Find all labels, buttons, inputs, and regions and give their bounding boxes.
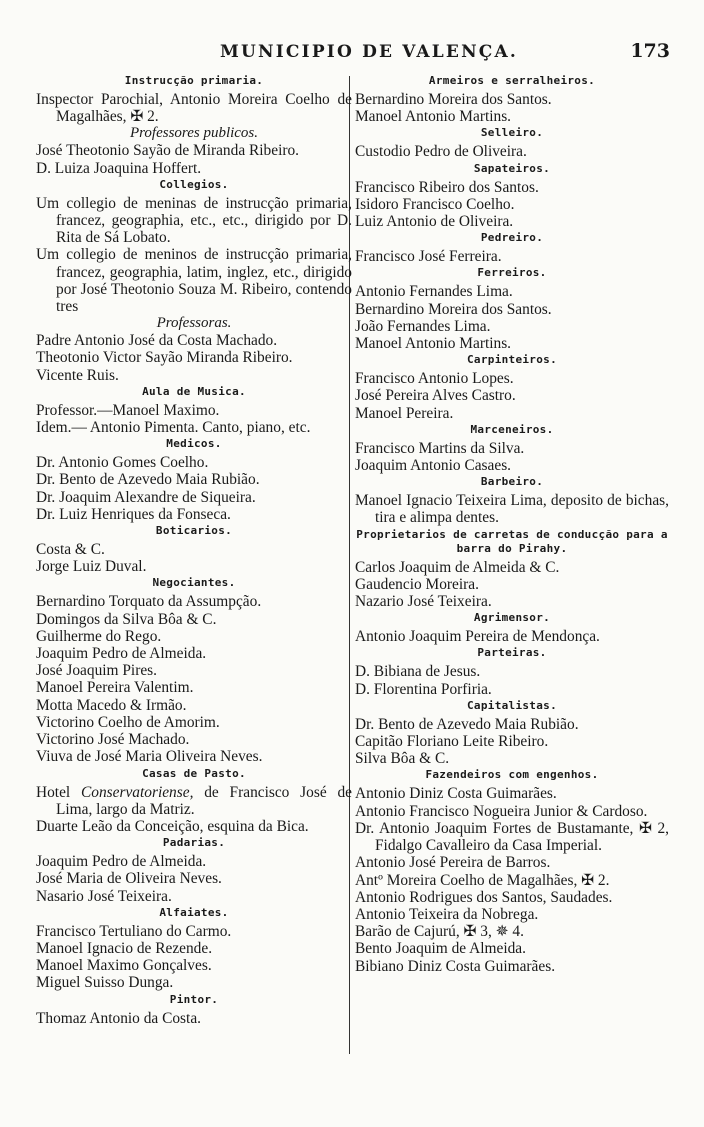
list-item: Bernardino Torquato da Assumpção. (36, 593, 262, 611)
list-item: Antonio José Pereira de Barros. (355, 854, 551, 872)
list-item: Idem.— Antonio Pimenta. Canto, piano, etc. (36, 419, 311, 437)
section-heading-carpinteiros: Carpinteiros. (467, 353, 557, 367)
list-item: D. Florentina Porfiria. (355, 680, 492, 698)
list-item: Antonio Rodrigues dos Santos, Saudades. (355, 888, 613, 906)
list-item: Guilherme do Rego. (36, 627, 162, 645)
section-heading-parteiras: Parteiras. (477, 646, 547, 660)
list-item: José Joaquim Pires. (36, 662, 157, 680)
hotel-suffix: de Francisco José de Lima, largo da Matriz. (56, 783, 352, 818)
running-title: MUNICIPIO DE VALENÇA. (220, 42, 519, 62)
list-item: Um collegio de meninas de instrucção primaria, francez, geographia, etc., etc., dirigido por D. Rita de Sá Lobato. (36, 194, 352, 247)
section-heading-negociantes: Negociantes. (152, 576, 236, 590)
list-item: José Theotonio Sayão de Miranda Ribeiro. (36, 142, 300, 160)
list-item: Silva Bôa & C. (355, 750, 450, 768)
list-item: Bibiano Diniz Costa Guimarães. (355, 957, 556, 975)
section-heading-alfaiates: Alfaiates. (159, 905, 229, 919)
list-item: Francisco José Ferreira. (355, 248, 502, 266)
subheading-professoras: Professoras. (156, 315, 232, 332)
list-item: Joaquim Pedro de Almeida. (36, 853, 207, 871)
section-heading-ferreiros: Ferreiros. (477, 266, 547, 280)
page-number: 173 (630, 40, 670, 62)
section-heading-boticarios: Boticarios. (155, 524, 233, 538)
list-item: Manoel Antonio Martins. (355, 108, 512, 126)
list-item: João Fernandes Lima. (355, 317, 491, 335)
hotel-name: Conservatoriense, (81, 783, 194, 801)
section-heading-pintor: Pintor. (169, 992, 219, 1006)
list-item: Domingos da Silva Bôa & C. (36, 610, 217, 628)
list-item: Francisco Martins da Silva. (355, 439, 525, 457)
hotel-prefix: Hotel (36, 783, 81, 801)
left-column (36, 73, 352, 1027)
list-item: Antonio Fernandes Lima. (355, 283, 513, 301)
section-heading-marceneiros: Marceneiros. (470, 422, 554, 436)
section-heading-barbeiro: Barbeiro. (480, 475, 544, 489)
section-heading-agrimensor: Agrimensor. (473, 611, 551, 625)
list-item: Joaquim Antonio Casaes. (355, 457, 512, 475)
list-item: Costa & C. (36, 541, 105, 559)
list-item: Joaquim Pedro de Almeida. (36, 645, 207, 663)
list-item: Custodio Pedro de Oliveira. (355, 143, 527, 161)
list-item: Francisco Antonio Lopes. (355, 370, 514, 388)
list-item: Viuva de José Maria Oliveira Neves. (36, 748, 263, 766)
list-item (36, 784, 352, 818)
list-item: Miguel Suisso Dunga. (36, 974, 174, 992)
list-item: Carlos Joaquim de Almeida & C. (355, 558, 560, 576)
list-item: José Maria de Oliveira Neves. (36, 870, 222, 888)
list-item: Manoel Pereira Valentim. (36, 679, 194, 697)
list-item: Gaudencio Moreira. (355, 575, 479, 593)
right-column (355, 73, 669, 975)
list-item: Manoel Ignacio de Rezende. (36, 939, 213, 957)
list-item: Antonio Francisco Nogueira Junior & Cardoso. (355, 802, 648, 820)
list-item: Nazario José Teixeira. (355, 593, 492, 611)
list-item: Antonio Teixeira da Nobrega. (355, 905, 539, 923)
section-heading-armeiros: Armeiros e serralheiros. (428, 74, 596, 87)
section-heading-collegios: Collegios. (159, 177, 229, 191)
list-item: Antº Moreira Coelho de Magalhães, ✠ 2. (355, 871, 610, 889)
list-item: Nasario José Teixeira. (36, 887, 172, 905)
list-item: Francisco Ribeiro dos Santos. (355, 178, 539, 196)
list-item: José Pereira Alves Castro. (355, 387, 516, 405)
list-item: Dr. Bento de Azevedo Maia Rubião. (36, 471, 260, 489)
section-heading-pedreiro: Pedreiro. (480, 231, 544, 245)
list-item: Antonio Diniz Costa Guimarães. (355, 785, 557, 803)
list-item: Duarte Leão da Conceição, esquina da Bica. (36, 817, 309, 835)
list-item: Barão de Cajurú, ✠ 3, ✵ 4. (355, 923, 524, 941)
list-item: Bernardino Moreira dos Santos. (355, 300, 552, 318)
list-item: Um collegio de meninos de instrucção primaria, francez, geographia, latim, inglez, etc., dirigido por José Theotonio Souza M. Ribeiro, contendo tres (36, 246, 352, 316)
section-heading-carretas: Proprietarios de carretas de conducção para a barra do Pirahy. (356, 527, 668, 555)
list-item: Thomaz Antonio da Costa. (36, 1009, 201, 1027)
list-item: Dr. Luiz Henriques da Fonseca. (36, 505, 231, 523)
section-heading-fazendeiros: Fazendeiros com engenhos. (425, 768, 599, 782)
list-item: Manoel Pereira. (355, 404, 454, 422)
list-item: Bernardino Moreira dos Santos. (355, 91, 552, 108)
list-item: Dr. Bento de Azevedo Maia Rubião. (355, 715, 579, 733)
list-item: Manoel Antonio Martins. (355, 335, 512, 353)
list-item: Victorino José Machado. (36, 731, 190, 749)
list-item: Dr. Antonio Joaquim Fortes de Bustamante, ✠ 2, Fidalgo Cavalleiro da Casa Imperial. (355, 819, 669, 855)
list-item: Bento Joaquim de Almeida. (355, 940, 526, 958)
list-item: Vicente Ruis. (36, 366, 119, 384)
section-heading-casas-pasto: Casas de Pasto. (142, 766, 246, 780)
section-heading-medicos: Medicos. (166, 437, 222, 451)
section-heading-padarias: Padarias. (162, 836, 226, 850)
list-item: Manoel Maximo Gonçalves. (36, 957, 212, 975)
list-item: Motta Macedo & Irmão. (36, 696, 187, 714)
list-item: D. Luiza Joaquina Hoffert. (36, 159, 202, 177)
list-item: Antonio Joaquim Pereira de Mendonça. (355, 628, 600, 646)
list-item: Dr. Antonio Gomes Coelho. (36, 454, 209, 472)
list-item: Inspector Parochial, Antonio Moreira Coelho de Magalhães, ✠ 2. (36, 91, 352, 126)
list-item: Manoel Ignacio Teixeira Lima, deposito de bichas, tira e alimpa dentes. (355, 492, 669, 527)
list-item: Luiz Antonio de Oliveira. (355, 213, 514, 231)
list-item: Dr. Joaquim Alexandre de Siqueira. (36, 488, 256, 506)
section-heading-musica: Aula de Musica. (142, 384, 246, 398)
list-item: Theotonio Victor Sayão Miranda Ribeiro. (36, 349, 293, 367)
section-heading-sapateiros: Sapateiros. (473, 161, 551, 175)
list-item: Professor.—Manoel Maximo. (36, 401, 220, 419)
section-heading-instrucao: Instrucção primaria. (124, 74, 264, 87)
section-heading-selleiro: Selleiro. (480, 126, 544, 140)
list-item: Padre Antonio José da Costa Machado. (36, 332, 278, 350)
subheading-professores: Professores publicos. (129, 125, 259, 142)
list-item: Victorino Coelho de Amorim. (36, 713, 220, 731)
section-heading-capitalistas: Capitalistas. (467, 698, 557, 712)
list-item: Jorge Luiz Duval. (36, 558, 147, 576)
list-item: Capitão Floriano Leite Ribeiro. (355, 733, 549, 751)
list-item: Francisco Tertuliano do Carmo. (36, 922, 232, 940)
list-item: D. Bibiana de Jesus. (355, 663, 481, 681)
list-item: Isidoro Francisco Coelho. (355, 195, 515, 213)
